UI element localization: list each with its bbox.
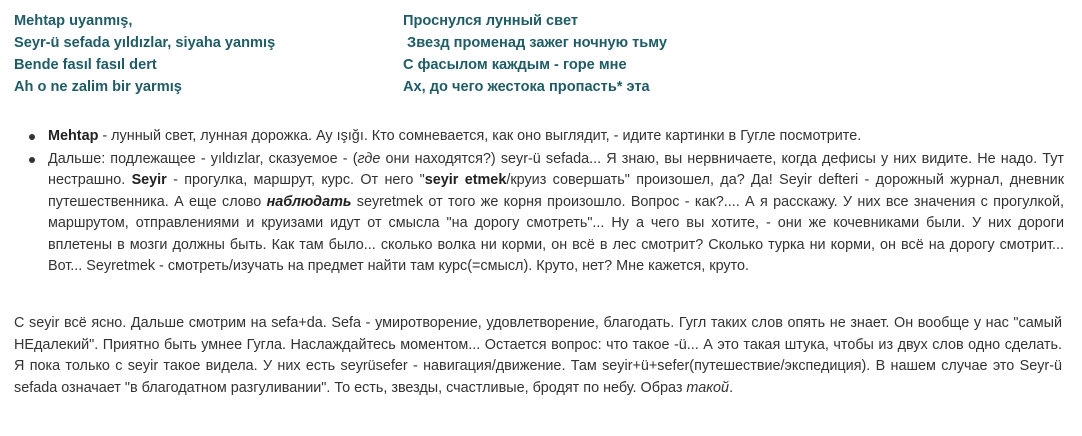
note-mehtap-text: - лунный свет, лунная дорожка. Ау ışığı. Кто сомневается, как оно выглядит, - идите картинки в Гугле посмотрите. [98, 128, 862, 144]
emphasis-such: такой [686, 379, 730, 396]
turkish-lyrics [14, 10, 394, 98]
note-seyir-text-5: seyretmek от того же корня произошло. Вопрос - как?.... А я расскажу. У них все значения с прогулкой, маршрутом, отправлениями и круизами идут от смысла "на дорогу смотреть"... Ну а чего вы хотите, - они же кочевниками были. У них дороги вплетены в мозги должны быть. Как там было... сколько волка ни корми, он всё в лес смотрит? Сколько турка ни корми, он всё на дорогу смотрит... Вот... Seyretmek - смотреть/изучать на предмет найти там курс(=смысл). Круто, нет? Мне кажется, круто. [48, 193, 1065, 274]
note-seyir [48, 149, 1064, 278]
turkish-line-3: Bende fasıl fasıl dert [14, 57, 157, 73]
turkish-line-2: Seyr-ü sefada yıldızlar, siyaha yanmış [14, 35, 276, 51]
term-seyir: Seyir [131, 172, 167, 188]
notes-list [14, 126, 1064, 279]
russian-line-2: Звезд променад зажег ночную тьму [403, 35, 667, 51]
sefa-paragraph-text-1: С seyir всё ясно. Дальше смотрим на sefa+da. Sefa - умиротворение, удовлетворение, благодать. Гугл таких слов опять не знает. Он вообще у нас "самый НЕдалекий". Приятно быть умнее Гугла. Наслаждайтесь моментом... Остается вопрос: что такое -ü... А это такая штука, чтобы из двух слов одно сделать. Я пока только с seyir такое видела. У них есть seyrüsefer - навигация/движение. Там seyir+ü+sefer(путешествие/экспедиция). В нашем случае это Seyr-ü sefada означает "в благодатном разгуливании". То есть, звезды, счастливые, бродят по небу. Образ [14, 315, 1062, 396]
term-seyir-etmek: seyir etmek [424, 172, 507, 188]
russian-translation [403, 10, 1063, 98]
turkish-line-1: Mehtap uyanmış, [14, 13, 133, 29]
term-mehtap: Mehtap [48, 128, 99, 144]
note-seyir-text-3: - прогулка, маршрут, курс. От него " [166, 172, 425, 188]
note-seyir-text-4: /круиз совершать" произошел, да? Да! Seyir defteri - дорожный журнал, дневник путешественника. А еще слово [48, 172, 1064, 210]
sefa-paragraph [14, 313, 1062, 399]
turkish-line-4: Ah o ne zalim bir yarmış [14, 79, 182, 95]
note-mehtap [48, 126, 1064, 148]
term-observe: наблюдать [266, 193, 352, 210]
note-seyir-text-2: они находятся?) seyr-ü sefada... Я знаю, вы нервничаете, когда дефисы у них видите. Не надо. Тут нестрашно. [48, 150, 1064, 188]
sefa-paragraph-text-2: . [729, 379, 734, 396]
russian-line-3: С фасылом каждым - горе мне [403, 57, 627, 73]
emphasis-where: где [357, 150, 381, 167]
russian-line-1: Проснулся лунный свет [403, 13, 579, 29]
note-seyir-text-1: Дальше: подлежащее - yıldızlar, сказуемое - ( [48, 150, 358, 167]
russian-line-4: Ах, до чего жестока пропасть* эта [403, 79, 650, 95]
